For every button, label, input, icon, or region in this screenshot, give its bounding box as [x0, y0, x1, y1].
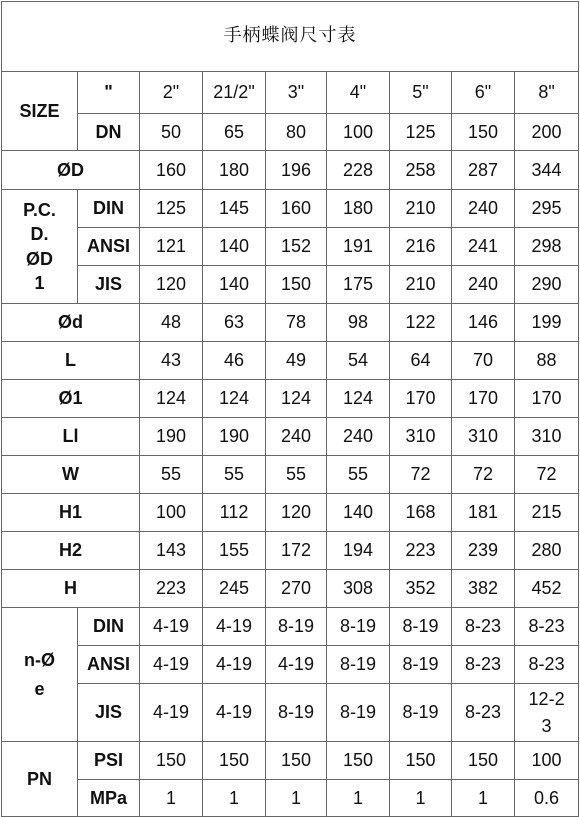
inch-symbol: "	[78, 72, 140, 114]
value-cell: 200	[515, 114, 579, 151]
value-cell: 240	[327, 418, 390, 456]
value-cell: 270	[266, 570, 327, 608]
value-cell: 4-19	[203, 608, 266, 646]
value-cell: 191	[327, 228, 390, 266]
value-cell: 170	[452, 380, 515, 418]
value-cell: 8-19	[390, 684, 452, 742]
value-cell: 88	[515, 342, 579, 380]
value-cell: 125	[390, 114, 452, 151]
value-cell: 172	[266, 532, 327, 570]
value-cell: 50	[140, 114, 203, 151]
value-cell: 310	[390, 418, 452, 456]
value-cell: 382	[452, 570, 515, 608]
value-cell: 80	[266, 114, 327, 151]
value-cell: 55	[140, 456, 203, 494]
value-cell: 72	[452, 456, 515, 494]
value-cell: 70	[452, 342, 515, 380]
value-cell: 245	[203, 570, 266, 608]
value-cell: 98	[327, 304, 390, 342]
value-cell: 4-19	[140, 684, 203, 742]
value-cell: 295	[515, 190, 579, 228]
table-row	[2, 608, 579, 646]
value-cell: 239	[452, 532, 515, 570]
table-row	[2, 570, 579, 608]
value-cell: 240	[452, 190, 515, 228]
value-cell: 180	[203, 151, 266, 190]
table-row	[2, 684, 579, 742]
value-cell: 8-23	[452, 608, 515, 646]
table-row	[2, 72, 579, 114]
table-row	[2, 494, 579, 532]
od-label: ØD	[2, 151, 140, 190]
row-label: H	[2, 570, 140, 608]
value-cell: 8-23	[452, 684, 515, 742]
value-cell: 8-19	[390, 646, 452, 684]
value-cell: 5"	[390, 72, 452, 114]
value-cell: 170	[390, 380, 452, 418]
value-cell: 298	[515, 228, 579, 266]
value-cell: 2"	[140, 72, 203, 114]
pcd-standard-din: DIN	[78, 190, 140, 228]
row-label: H2	[2, 532, 140, 570]
value-cell: 152	[266, 228, 327, 266]
value-cell: 124	[266, 380, 327, 418]
value-cell: 140	[327, 494, 390, 532]
value-cell: 55	[266, 456, 327, 494]
row-label: Ød	[2, 304, 140, 342]
value-cell: 6"	[452, 72, 515, 114]
table-row	[2, 304, 579, 342]
table-title: 手柄蝶阀尺寸表	[2, 2, 579, 72]
table-row	[2, 456, 579, 494]
table-row	[2, 780, 579, 817]
value-cell: 65	[203, 114, 266, 151]
pcd-label: P.C. D. ØD 1	[2, 190, 78, 304]
value-cell: 215	[515, 494, 579, 532]
row-label: W	[2, 456, 140, 494]
value-cell: 190	[140, 418, 203, 456]
value-cell: 150	[140, 742, 203, 780]
table-row	[2, 228, 579, 266]
table-row	[2, 418, 579, 456]
value-cell: 3"	[266, 72, 327, 114]
value-cell: 1	[452, 780, 515, 817]
pcd-standard-jis: JIS	[78, 266, 140, 304]
value-cell: 258	[390, 151, 452, 190]
n-phi-standard-ansi: ANSI	[78, 646, 140, 684]
value-cell: 150	[266, 742, 327, 780]
value-cell: 55	[327, 456, 390, 494]
value-cell: 124	[140, 380, 203, 418]
pn-unit-mpa: MPa	[78, 780, 140, 817]
table-row	[2, 342, 579, 380]
value-cell: 146	[452, 304, 515, 342]
value-cell: 1	[390, 780, 452, 817]
value-cell: 4"	[327, 72, 390, 114]
value-cell: 175	[327, 266, 390, 304]
value-cell: 122	[390, 304, 452, 342]
value-cell: 150	[390, 742, 452, 780]
row-label: H1	[2, 494, 140, 532]
value-cell: 160	[140, 151, 203, 190]
value-cell: 54	[327, 342, 390, 380]
value-cell: 1	[327, 780, 390, 817]
value-cell: 223	[140, 570, 203, 608]
size-header: SIZE	[2, 72, 78, 151]
dimension-table	[1, 1, 579, 817]
pn-unit-psi: PSI	[78, 742, 140, 780]
value-cell: 310	[515, 418, 579, 456]
value-cell: 8-23	[515, 608, 579, 646]
table-row	[2, 742, 579, 780]
value-cell: 452	[515, 570, 579, 608]
value-cell: 100	[515, 742, 579, 780]
value-cell: 223	[390, 532, 452, 570]
table-row	[2, 266, 579, 304]
table-row	[2, 532, 579, 570]
value-cell: 1	[203, 780, 266, 817]
value-cell: 287	[452, 151, 515, 190]
value-cell: 8-19	[390, 608, 452, 646]
pcd-standard-ansi: ANSI	[78, 228, 140, 266]
row-label: Ø1	[2, 380, 140, 418]
value-cell: 21/2"	[203, 72, 266, 114]
value-cell: 228	[327, 151, 390, 190]
table-row	[2, 646, 579, 684]
value-cell: 8-23	[515, 646, 579, 684]
value-cell: 63	[203, 304, 266, 342]
value-cell: 150	[266, 266, 327, 304]
value-cell: 49	[266, 342, 327, 380]
value-cell: 48	[140, 304, 203, 342]
value-cell: 210	[390, 266, 452, 304]
value-cell: 352	[390, 570, 452, 608]
value-cell: 180	[327, 190, 390, 228]
value-cell: 140	[203, 266, 266, 304]
value-cell: 121	[140, 228, 203, 266]
dn-label: DN	[78, 114, 140, 151]
value-cell: 170	[515, 380, 579, 418]
value-cell: 8-19	[266, 684, 327, 742]
value-cell: 8-19	[327, 684, 390, 742]
value-cell: 310	[452, 418, 515, 456]
value-cell: 78	[266, 304, 327, 342]
pn-label: PN	[2, 742, 78, 817]
value-cell: 145	[203, 190, 266, 228]
value-cell: 199	[515, 304, 579, 342]
value-cell: 64	[390, 342, 452, 380]
value-cell: 4-19	[203, 684, 266, 742]
value-cell: 216	[390, 228, 452, 266]
spec-sheet	[1, 1, 579, 808]
value-cell: 4-19	[140, 608, 203, 646]
value-cell: 143	[140, 532, 203, 570]
value-cell: 194	[327, 532, 390, 570]
value-cell: 1	[266, 780, 327, 817]
value-cell: 150	[203, 742, 266, 780]
value-cell: 112	[203, 494, 266, 532]
value-cell: 240	[452, 266, 515, 304]
row-label: L	[2, 342, 140, 380]
value-cell: 125	[140, 190, 203, 228]
value-cell: 155	[203, 532, 266, 570]
value-cell: 290	[515, 266, 579, 304]
value-cell: 280	[515, 532, 579, 570]
value-cell: 1	[140, 780, 203, 817]
n-phi-label: n-Ø e	[2, 608, 78, 742]
value-cell: 72	[515, 456, 579, 494]
value-cell: 344	[515, 151, 579, 190]
value-cell: 160	[266, 190, 327, 228]
value-cell: 46	[203, 342, 266, 380]
value-cell: 308	[327, 570, 390, 608]
value-cell: 196	[266, 151, 327, 190]
value-cell: 8-19	[266, 608, 327, 646]
value-cell: 12-2 3	[515, 684, 579, 742]
value-cell: 8-19	[327, 646, 390, 684]
n-phi-standard-din: DIN	[78, 608, 140, 646]
value-cell: 4-19	[203, 646, 266, 684]
value-cell: 124	[327, 380, 390, 418]
value-cell: 4-19	[266, 646, 327, 684]
value-cell: 150	[327, 742, 390, 780]
value-cell: 210	[390, 190, 452, 228]
table-row	[2, 151, 579, 190]
value-cell: 140	[203, 228, 266, 266]
value-cell: 181	[452, 494, 515, 532]
value-cell: 150	[452, 114, 515, 151]
value-cell: 240	[266, 418, 327, 456]
value-cell: 72	[390, 456, 452, 494]
value-cell: 100	[327, 114, 390, 151]
value-cell: 8-19	[327, 608, 390, 646]
table-row	[2, 190, 579, 228]
value-cell: 168	[390, 494, 452, 532]
value-cell: 8"	[515, 72, 579, 114]
value-cell: 241	[452, 228, 515, 266]
table-row	[2, 114, 579, 151]
value-cell: 124	[203, 380, 266, 418]
value-cell: 120	[266, 494, 327, 532]
value-cell: 8-23	[452, 646, 515, 684]
value-cell: 150	[452, 742, 515, 780]
table-row	[2, 380, 579, 418]
value-cell: 0.6	[515, 780, 579, 817]
value-cell: 100	[140, 494, 203, 532]
value-cell: 4-19	[140, 646, 203, 684]
value-cell: 190	[203, 418, 266, 456]
value-cell: 43	[140, 342, 203, 380]
n-phi-standard-jis: JIS	[78, 684, 140, 742]
value-cell: 120	[140, 266, 203, 304]
row-label: Ll	[2, 418, 140, 456]
value-cell: 55	[203, 456, 266, 494]
